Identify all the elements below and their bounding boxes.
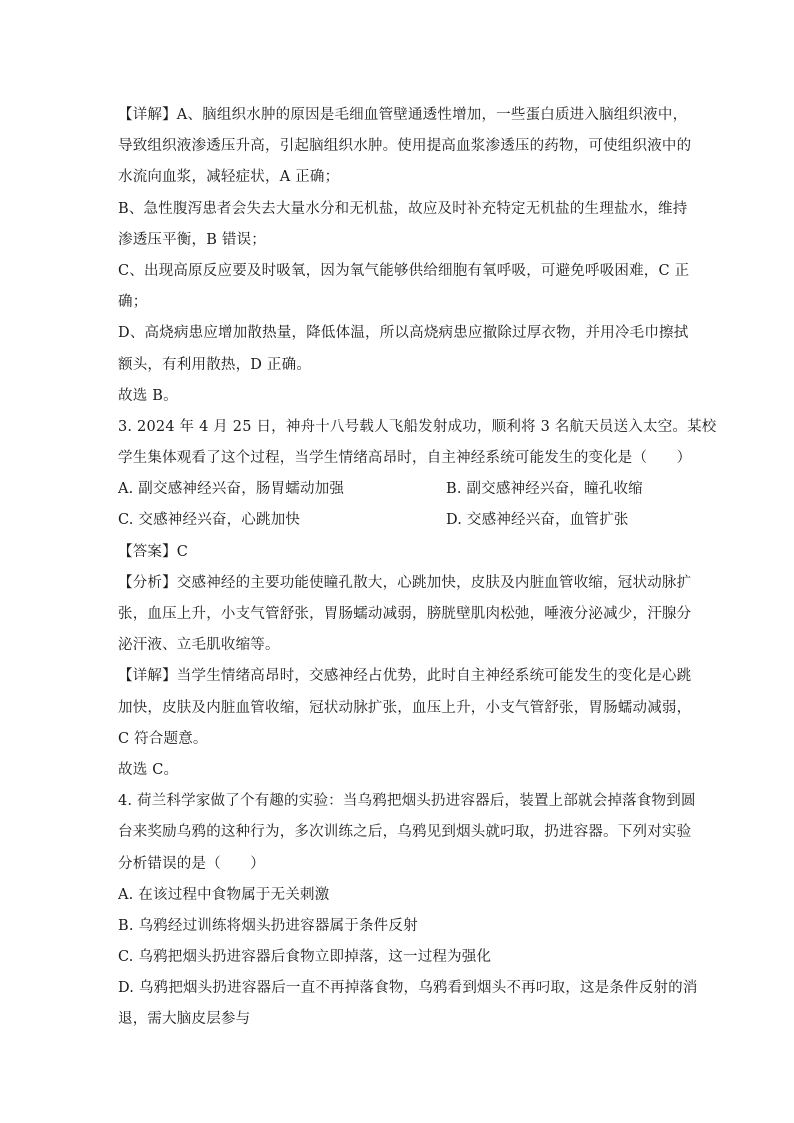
q2-detail-line: C、出现高原反应要及时吸氧，因为氧气能够供给细胞有氧呼吸，可避免呼吸困难，C 正 bbox=[118, 262, 690, 279]
q3-option-a: A. 副交感神经兴奋，肠胃蠕动加强 bbox=[118, 481, 345, 498]
q3-analysis-line: 张，血压上升，小支气管舒张，胃肠蠕动减弱，膀胱壁肌肉松弛，唾液分泌减少，汗腺分 bbox=[118, 606, 692, 622]
q2-detail-line: 导致组织液渗透压升高，引起脑组织水肿。使用提高血浆渗透压的药物，可使组织液中的 bbox=[118, 138, 692, 155]
q2-detail-line: 确； bbox=[118, 294, 148, 311]
q4-stem-line: 4. 荷兰科学家做了个有趣的实验：当乌鸦把烟头扔进容器后，装置上部就会掉落食物到圆 bbox=[118, 793, 696, 810]
q3-stem-line: 3. 2024 年 4 月 25 日，神舟十八号载人飞船发射成功，顺利将 3 名航天员送入太空。某校 bbox=[118, 418, 717, 435]
q4-option-c: C. 乌鸦把烟头扔进容器后食物立即掉落，这一过程为强化 bbox=[118, 949, 492, 966]
q4-option-b: B. 乌鸦经过训练将烟头扔进容器属于条件反射 bbox=[118, 917, 418, 934]
q3-block bbox=[118, 412, 717, 786]
q3-detail-line: 加快，皮肤及内脏血管收缩，冠状动脉扩张，血压上升，小支气管舒张，胃肠蠕动减弱， bbox=[118, 699, 692, 716]
q3-detail-line: 【详解】当学生情绪高昂时，交感神经占优势，此时自主神经系统可能发生的变化是心跳 bbox=[118, 668, 692, 685]
q2-conclusion: 故选 B。 bbox=[118, 387, 178, 404]
q2-detail-line: 【详解】A、脑组织水肿的原因是毛细血管壁通透性增加，一些蛋白质进入脑组织液中， bbox=[118, 107, 688, 123]
q4-option-d: D. 乌鸦把烟头扔进容器后一直不再掉落食物，乌鸦看到烟头不再叼取，这是条件反射的消 bbox=[118, 980, 698, 997]
q4-option-d-continued: 退，需大脑皮层参与 bbox=[118, 1011, 251, 1028]
q4-option-a: A. 在该过程中食物属于无关刺激 bbox=[118, 886, 330, 903]
q2-detail-block bbox=[118, 100, 692, 412]
q3-stem-line: 学生集体观看了这个过程，当学生情绪高昂时，自主神经系统可能发生的变化是（ ） bbox=[118, 450, 692, 467]
q3-option-d: D. 交感神经兴奋，血管扩张 bbox=[446, 512, 629, 529]
q3-analysis-line: 【分析】交感神经的主要功能使瞳孔散大，心跳加快，皮肤及内脏血管收缩，冠状动脉扩 bbox=[118, 574, 692, 591]
q3-detail-line: C 符合题意。 bbox=[118, 730, 208, 747]
q3-analysis-line: 泌汗液、立毛肌收缩等。 bbox=[118, 637, 280, 654]
q3-option-b: B. 副交感神经兴奋，瞳孔收缩 bbox=[446, 481, 643, 498]
q2-detail-line: 水流向血浆，减轻症状，A 正确； bbox=[118, 169, 340, 186]
q3-conclusion: 故选 C。 bbox=[118, 761, 179, 778]
page-content bbox=[118, 100, 717, 1036]
q3-option-row bbox=[118, 505, 678, 536]
q3-option-row bbox=[118, 474, 678, 505]
q2-detail-line: D、高烧病患应增加散热量，降低体温，所以高烧病患应撤除过厚衣物，并用冷毛巾擦拭 bbox=[118, 325, 689, 342]
q4-block bbox=[118, 786, 698, 1036]
q2-detail-line: 额头，有利用散热，D 正确。 bbox=[118, 356, 312, 373]
q4-stem-line: 分析错误的是（ ） bbox=[118, 855, 265, 872]
q4-stem-line: 台来奖励乌鸦的这种行为，多次训练之后，乌鸦见到烟头就叼取，扔进容器。下列对实验 bbox=[118, 824, 692, 841]
q3-answer: 【答案】C bbox=[118, 543, 189, 560]
q2-detail-line: B、急性腹泻患者会失去大量水分和无机盐，故应及时补充特定无机盐的生理盐水，维持 bbox=[118, 200, 688, 217]
q2-detail-line: 渗透压平衡，B 错误； bbox=[118, 231, 266, 248]
q3-option-c: C. 交感神经兴奋，心跳加快 bbox=[118, 512, 301, 529]
